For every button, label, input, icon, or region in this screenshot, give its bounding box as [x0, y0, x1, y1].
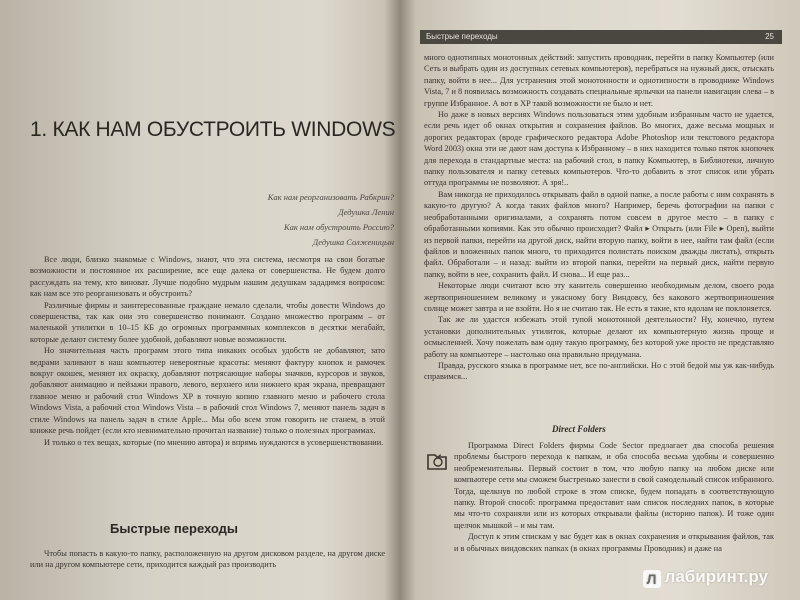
chapter-title: 1. КАК НАМ ОБУСТРОИТЬ WINDOWS [30, 118, 396, 141]
paragraph: Различные фирмы и заинтересованные граждане немало сделали, чтобы довести Windows до совершенства, так как они это совершенство понимают. Создано множество программ – от маленькой утилитки в 10–15 КБ до огромных программных комплексов в десятки мегабайт, которые делают систему более удобной, добавляют новые возможности. [30, 300, 385, 344]
left-page [0, 0, 398, 600]
labirint-logo-icon: Л [643, 570, 661, 588]
paragraph: Чтобы попасть в какую-то папку, расположенную на другом дисковом разделе, на другом диске или на другом компьютере сети, приходится каждый раз производить [30, 549, 385, 570]
paragraph: Программа Direct Folders фирмы Code Sector предлагает два способа решения проблемы быстрого перехода к папкам, и оба способа весьма удобны и совершенно необременительны. Первый состоит в том, что любую папку на любом диске или компьютере сети мы сможем быстренько занести в свой самодельный список избранного. Тогда, щелкнув по любой строке в этом списке, будем попадать в соответствующую папку. Второй способ: программа предоставит нам список последних папок, в которые мы что-то сохраняли или из которых открывали файлы (историю папок). И тоже один щелчок мышкой – и мы там. [454, 441, 774, 530]
paragraph: Некоторые люди считают всю эту канитель совершенно необходимым делом, своего рода жертвоприношением великому и ужасному богу Виндовсу, без какового жертвоприношения солнце может завтра и не взойти. Но я не считаю так. Не есть я такие, кто идолам не поклоняется. [424, 281, 774, 313]
folder-apple-icon [424, 446, 450, 472]
chapter-body [30, 254, 385, 448]
epigraph-author-2: Дедушка Солженицын [312, 237, 394, 247]
running-header [420, 30, 782, 44]
paragraph: Доступ к этим спискам у вас будет как в окнах сохранения и открывания файлов, так и в обычных виндовских папках (в окнах программы Проводник) и даже на [454, 532, 774, 553]
watermark [643, 567, 768, 588]
watermark-text: лабиринт.ру [664, 567, 768, 586]
paragraph: Но даже в новых версиях Windows пользоваться этим удобным избранным часто не удается, если речь идет об окнах открытия и сохранения файлов. Во многих, даже весьма мощных и дорогих редакторах (вроде графического редактора Adobe Photoshop или текстового редактора Word 2003) окна эти не дают нам доступа к Избранному – в них находится только пяток кнопочек для перехода в стандартные места: на рабочий стол, в папку Компьютер, в Библиотеки, личную папку пользователя и папку сетевых компьютеров. Что-то добавить в этот список или убрать оттуда программы не позволяют. А зря!.. [424, 110, 774, 188]
page-number: 25 [765, 32, 774, 41]
right-page [402, 0, 800, 600]
epigraph-author-1: Дедушка Ленин [338, 207, 394, 217]
paragraph: много однотипных монотонных действий: запустить проводник, перейти в папку Компьютер (или Сеть и выбрать один из доступных сетевых компьютеров), перебраться на нужный диск, отыскать папку, войти в нее... Для устранения этой монотонности и однотипности в проводнике Windows Vista, 7 и 8 появилась возможность создавать специальные ярлычки на панели навигации слева – в группе Избранное. А вот в XP такой возможности не было и нет. [424, 53, 774, 108]
direct-folders-body [454, 440, 774, 554]
paragraph: Правда, русского языка в программе нет, все по-английски. Но с этой бедой мы уж как-нибудь справимся... [424, 360, 774, 382]
section-title: Быстрые переходы [110, 521, 239, 536]
paragraph: И только о тех вещах, которые (по мнению автора) и впрямь нуждаются в усовершенствовании. [44, 437, 384, 447]
paragraph: Так же ли удастся избежать этой тупой монотонной деятельности? Ну, конечно, путем установки дополнительных утилиток, которые делают их компьютерную жизнь проще и осмысленней. Хочу пожелать вам одну такую программу, без которой уже просто не представляю работу на компьютере – настолько она правильно придумана. [424, 315, 774, 359]
paragraph: Но значительная часть программ этого типа никаких особых удобств не добавляют, зато ведрами заливают в наш компьютер невероятные красоты: меняют фактуру кнопок и рамочек вокруг окошек, меняют их окраску, добавляют потрясающие наборы значков, курсоров и звуков, добавляют анимацию и пейзажи правого, левого, верхнего или нижнего края экрана, превращают главное меню и рабочий стол Windows XP в точную копию главного меню и рабочего стола Windows Vista, а рабочий стол Windows Vista – в рабочий стол Windows 7, меняют панель задач в стиле Windows на панель задач в стиле Apple... Мы обо всем этом говорить не станем, в этой книжке речь пойдет (если кто невнимательно прочитал название) только о полезных программах. [30, 346, 385, 436]
epigraph-quote-2: Как нам обустроить Россию? [283, 222, 394, 232]
running-header-title: Быстрые переходы [426, 32, 498, 41]
paragraph: Вам никогда не приходилось открывать файл в одной папке, а после работы с ним сохранять в какую-то другую? А когда таких файлов много? Например, беречь фотографии на папки с необработанными оригиналами, а сохранять потом совсем в другое место – в папку с обработанными копиями. Как это обычно происходит? Файл ▸ Открыть (или File ▸ Open), выйти из первой папки, перейти на другой диск, найти вторую папку, войти в нее, найти там файл (если файлов и вложенных папок много, то приходится полистать поиском дважды листать), открыть файл. Обработали – и назад: выйти из второй папки, перейти на первый диск, найти первую папку, войти в нее, сохранить файл. И снова... И еще раз... [424, 189, 774, 279]
epigraph-quote-1: Как нам реорганизовать Рабкрин? [267, 192, 394, 202]
direct-folders-heading: Direct Folders [552, 424, 606, 434]
paragraph: Все люди, близко знакомые с Windows, знают, что эта система, несмотря на свои богатые возможности и постоянное их расширение, все еще далека от совершенства. Не будем долго рассуждать на тему, кто виноват. Лучше подобно мудрым нашим дедушкам зададимся вопросом: как нам все это реорганизовать и обустроить? [30, 255, 385, 299]
page-body [424, 52, 774, 383]
section-body [30, 548, 385, 571]
